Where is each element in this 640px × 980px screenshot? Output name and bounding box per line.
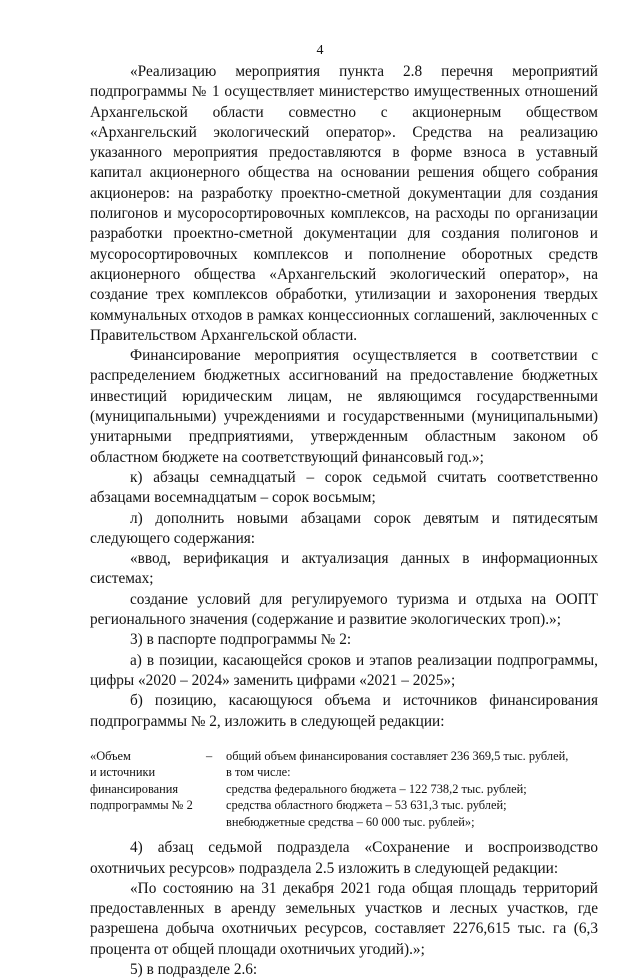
table-value-line: в том числе: — [226, 765, 291, 780]
table-value-line: средства федерального бюджета – 122 738,2 тыс. рублей; — [226, 781, 527, 796]
paragraph: к) абзацы семнадцатый – сорок седьмой считать соответственно абзацами восемнадцатым – сорок восьмым; — [90, 468, 598, 507]
paragraph: 3) в паспорте подпрограммы № 2: — [130, 631, 352, 649]
financing-table — [90, 748, 598, 831]
table-value-line: средства областного бюджета – 53 631,3 тыс. рублей; — [226, 798, 507, 813]
financing-table-label — [90, 748, 206, 831]
paragraph: 5) в подразделе 2.6: — [130, 961, 258, 979]
paragraph: а) в позиции, касающейся сроков и этапов реализации подпрограммы, цифры «2020 – 2024» заменить цифрами «2021 – 2025»; — [90, 651, 598, 689]
financing-table-value — [226, 748, 598, 831]
table-label-line: финансирования — [90, 781, 179, 796]
paragraph: создание условий для регулируемого туризма и отдыха на ООПТ регионального значения (содержание и развитие экологических троп).»; — [90, 590, 598, 629]
paragraph: «ввод, верификация и актуализация данных в информационных системах; — [90, 550, 598, 588]
paragraph: «По состоянию на 31 декабря 2021 года общая площадь территорий предоставленных в аренду земельных участков и лесных участков, где разрешена добыча охотничьих ресурсов, составляет 2276,615 тыс. га (6,3 процента от общей площади охотничьих угодий).»; — [90, 879, 598, 958]
page-number: 4 — [316, 43, 324, 58]
table-value-line: общий объем финансирования составляет 236 369,5 тыс. рублей, — [226, 748, 569, 763]
paragraph: «Реализацию мероприятия пункта 2.8 перечня мероприятий подпрограммы № 1 осуществляет министерство имущественных отношений Архангельской области совместно с акционерным обществом «Архангельский экологический оператор». Средства на реализацию указанного мероприятия предоставляются в форме взноса в уставный капитал акционерного общества на основании решения общего собрания акционеров: на разработку проектно-сметной документации для создания полигонов и мусоросортировочных комплексов, на расходы по организации разработки проектно-сметной документации для создания полигонов и мусоросортировочных комплексов и пополнение оборотных средств акционерного общества «Архангельский экологический оператор», на создание трех комплексов обработки, утилизации и захоронения твердых коммунальных отходов в рамках концессионных соглашений, заключенных с Правительством Архангельской области. — [90, 63, 598, 344]
paragraph: л) дополнить новыми абзацами сорок девятым и пятидесятым следующего содержания: — [90, 509, 598, 547]
table-label-line: и источники — [90, 765, 156, 780]
paragraph: 4) абзац седьмой подраздела «Сохранение и воспроизводство охотничьих ресурсов» подраздела 2.5 изложить в следующей редакции: — [90, 839, 598, 877]
paragraph: Финансирование мероприятия осуществляется в соответствии с распределением бюджетных ассигнований на предоставление бюджетных инвестиций юридическим лицам, не являющимся государственными (муниципальными) учреждениями и государственными (муниципальными) унитарными предприятиями, утвержденным областным законом об областном бюджете на соответствующий финансовый год.»; — [90, 347, 598, 466]
table-dash: – — [206, 748, 213, 763]
table-label-line: подпрограммы № 2 — [90, 798, 193, 813]
paragraph: б) позицию, касающуюся объема и источников финансирования подпрограммы № 2, изложить в следующей редакции: — [90, 692, 598, 730]
table-label-line: «Объем — [90, 748, 131, 763]
document-body — [90, 62, 598, 980]
table-value-line: внебюджетные средства – 60 000 тыс. рублей»; — [226, 814, 475, 829]
